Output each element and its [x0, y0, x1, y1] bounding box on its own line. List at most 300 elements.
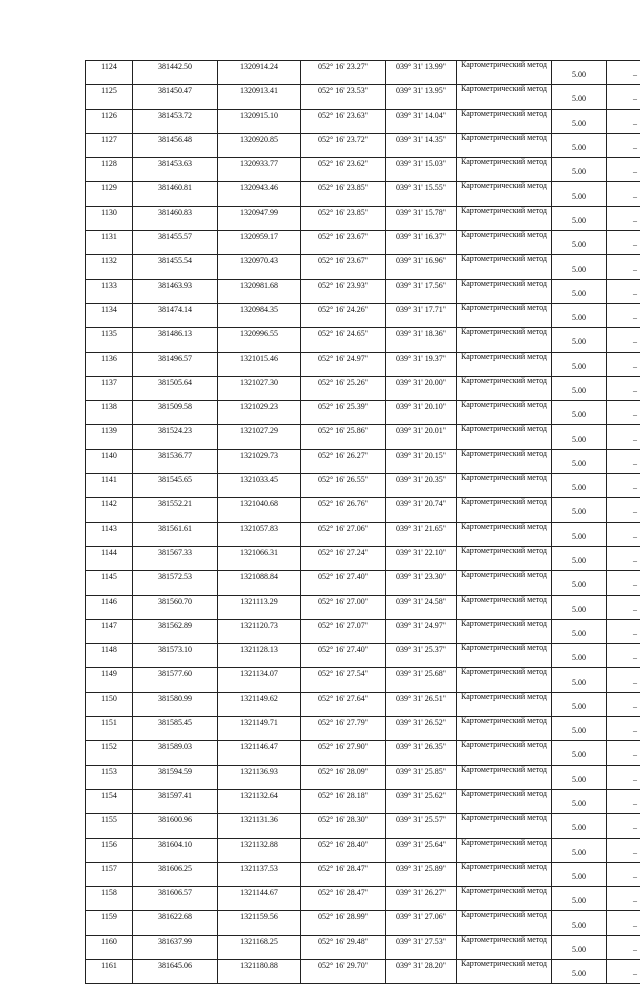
longitude-cell: 039° 31' 14.04" [386, 109, 457, 133]
method-cell: Картометрический метод [457, 279, 552, 303]
x-coordinate-cell: 381453.63 [133, 158, 218, 182]
y-coordinate-cell: 1320996.55 [218, 328, 301, 352]
y-coordinate-cell: 1320920.85 [218, 133, 301, 157]
precision-cell: 5.00 [552, 474, 607, 498]
method-cell: Картометрический метод [457, 692, 552, 716]
point-number-cell: 1128 [86, 158, 133, 182]
note-cell: – [607, 595, 640, 619]
note-cell: – [607, 328, 640, 352]
longitude-cell: 039° 31' 16.96" [386, 255, 457, 279]
x-coordinate-cell: 381597.41 [133, 789, 218, 813]
x-coordinate-cell: 381460.81 [133, 182, 218, 206]
point-number-cell: 1161 [86, 959, 133, 983]
precision-cell: 5.00 [552, 133, 607, 157]
method-cell: Картометрический метод [457, 668, 552, 692]
latitude-cell: 052° 16' 28.47" [301, 887, 386, 911]
point-number-cell: 1124 [86, 61, 133, 85]
x-coordinate-cell: 381524.23 [133, 425, 218, 449]
table-row [86, 692, 640, 716]
point-number-cell: 1139 [86, 425, 133, 449]
note-cell: – [607, 85, 640, 109]
y-coordinate-cell: 1320947.99 [218, 206, 301, 230]
latitude-cell: 052° 16' 28.40" [301, 838, 386, 862]
method-cell: Картометрический метод [457, 522, 552, 546]
method-cell: Картометрический метод [457, 255, 552, 279]
y-coordinate-cell: 1321132.64 [218, 789, 301, 813]
table-row [86, 498, 640, 522]
latitude-cell: 052° 16' 29.70" [301, 959, 386, 983]
precision-cell: 5.00 [552, 595, 607, 619]
longitude-cell: 039° 31' 26.35" [386, 741, 457, 765]
note-cell: – [607, 109, 640, 133]
note-cell: – [607, 449, 640, 473]
precision-cell: 5.00 [552, 158, 607, 182]
point-number-cell: 1133 [86, 279, 133, 303]
point-number-cell: 1158 [86, 887, 133, 911]
latitude-cell: 052° 16' 26.55" [301, 474, 386, 498]
table-row [86, 862, 640, 886]
method-cell: Картометрический метод [457, 619, 552, 643]
note-cell: – [607, 571, 640, 595]
method-cell: Картометрический метод [457, 935, 552, 959]
y-coordinate-cell: 1321149.62 [218, 692, 301, 716]
x-coordinate-cell: 381604.10 [133, 838, 218, 862]
method-cell: Картометрический метод [457, 838, 552, 862]
longitude-cell: 039° 31' 17.71" [386, 303, 457, 327]
note-cell: – [607, 255, 640, 279]
longitude-cell: 039° 31' 25.85" [386, 765, 457, 789]
method-cell: Картометрический метод [457, 741, 552, 765]
x-coordinate-cell: 381560.70 [133, 595, 218, 619]
y-coordinate-cell: 1321088.84 [218, 571, 301, 595]
coordinates-table [85, 60, 640, 984]
latitude-cell: 052° 16' 25.86" [301, 425, 386, 449]
note-cell: – [607, 401, 640, 425]
table-row [86, 182, 640, 206]
precision-cell: 5.00 [552, 935, 607, 959]
precision-cell: 5.00 [552, 61, 607, 85]
precision-cell: 5.00 [552, 571, 607, 595]
note-cell: – [607, 61, 640, 85]
latitude-cell: 052° 16' 26.27" [301, 449, 386, 473]
note-cell: – [607, 668, 640, 692]
longitude-cell: 039° 31' 26.51" [386, 692, 457, 716]
method-cell: Картометрический метод [457, 109, 552, 133]
table-row [86, 425, 640, 449]
note-cell: – [607, 619, 640, 643]
method-cell: Картометрический метод [457, 158, 552, 182]
table-row [86, 279, 640, 303]
note-cell: – [607, 935, 640, 959]
longitude-cell: 039° 31' 25.62" [386, 789, 457, 813]
latitude-cell: 052° 16' 27.40" [301, 644, 386, 668]
precision-cell: 5.00 [552, 425, 607, 449]
y-coordinate-cell: 1321015.46 [218, 352, 301, 376]
method-cell: Картометрический метод [457, 401, 552, 425]
y-coordinate-cell: 1321134.07 [218, 668, 301, 692]
table-row [86, 401, 640, 425]
table-row [86, 61, 640, 85]
y-coordinate-cell: 1320970.43 [218, 255, 301, 279]
table-row [86, 474, 640, 498]
note-cell: – [607, 862, 640, 886]
precision-cell: 5.00 [552, 376, 607, 400]
latitude-cell: 052° 16' 28.30" [301, 814, 386, 838]
table-row [86, 352, 640, 376]
y-coordinate-cell: 1320981.68 [218, 279, 301, 303]
method-cell: Картометрический метод [457, 959, 552, 983]
y-coordinate-cell: 1321144.67 [218, 887, 301, 911]
point-number-cell: 1159 [86, 911, 133, 935]
precision-cell: 5.00 [552, 668, 607, 692]
latitude-cell: 052° 16' 27.06" [301, 522, 386, 546]
point-number-cell: 1135 [86, 328, 133, 352]
table-row [86, 887, 640, 911]
longitude-cell: 039° 31' 23.30" [386, 571, 457, 595]
table-row [86, 303, 640, 327]
point-number-cell: 1130 [86, 206, 133, 230]
longitude-cell: 039° 31' 21.65" [386, 522, 457, 546]
note-cell: – [607, 522, 640, 546]
longitude-cell: 039° 31' 26.27" [386, 887, 457, 911]
method-cell: Картометрический метод [457, 571, 552, 595]
longitude-cell: 039° 31' 24.97" [386, 619, 457, 643]
latitude-cell: 052° 16' 28.99" [301, 911, 386, 935]
table-row [86, 376, 640, 400]
point-number-cell: 1125 [86, 85, 133, 109]
latitude-cell: 052° 16' 28.47" [301, 862, 386, 886]
precision-cell: 5.00 [552, 449, 607, 473]
latitude-cell: 052° 16' 23.67" [301, 255, 386, 279]
y-coordinate-cell: 1321159.56 [218, 911, 301, 935]
point-number-cell: 1160 [86, 935, 133, 959]
y-coordinate-cell: 1321136.93 [218, 765, 301, 789]
y-coordinate-cell: 1321027.29 [218, 425, 301, 449]
point-number-cell: 1148 [86, 644, 133, 668]
latitude-cell: 052° 16' 27.54" [301, 668, 386, 692]
x-coordinate-cell: 381580.99 [133, 692, 218, 716]
longitude-cell: 039° 31' 14.35" [386, 133, 457, 157]
y-coordinate-cell: 1321057.83 [218, 522, 301, 546]
point-number-cell: 1143 [86, 522, 133, 546]
y-coordinate-cell: 1321146.47 [218, 741, 301, 765]
table-row [86, 838, 640, 862]
latitude-cell: 052° 16' 23.85" [301, 182, 386, 206]
table-row [86, 789, 640, 813]
precision-cell: 5.00 [552, 279, 607, 303]
latitude-cell: 052° 16' 27.24" [301, 546, 386, 570]
note-cell: – [607, 838, 640, 862]
method-cell: Картометрический метод [457, 595, 552, 619]
note-cell: – [607, 814, 640, 838]
precision-cell: 5.00 [552, 717, 607, 741]
x-coordinate-cell: 381509.58 [133, 401, 218, 425]
table-row [86, 522, 640, 546]
point-number-cell: 1141 [86, 474, 133, 498]
note-cell: – [607, 887, 640, 911]
precision-cell: 5.00 [552, 838, 607, 862]
x-coordinate-cell: 381594.59 [133, 765, 218, 789]
note-cell: – [607, 911, 640, 935]
x-coordinate-cell: 381561.61 [133, 522, 218, 546]
longitude-cell: 039° 31' 25.57" [386, 814, 457, 838]
latitude-cell: 052° 16' 29.48" [301, 935, 386, 959]
x-coordinate-cell: 381463.93 [133, 279, 218, 303]
point-number-cell: 1154 [86, 789, 133, 813]
x-coordinate-cell: 381572.53 [133, 571, 218, 595]
table-row [86, 814, 640, 838]
latitude-cell: 052° 16' 26.76" [301, 498, 386, 522]
latitude-cell: 052° 16' 24.97" [301, 352, 386, 376]
x-coordinate-cell: 381573.10 [133, 644, 218, 668]
x-coordinate-cell: 381606.25 [133, 862, 218, 886]
longitude-cell: 039° 31' 19.37" [386, 352, 457, 376]
point-number-cell: 1145 [86, 571, 133, 595]
table-row [86, 85, 640, 109]
y-coordinate-cell: 1321120.73 [218, 619, 301, 643]
precision-cell: 5.00 [552, 741, 607, 765]
table-row [86, 133, 640, 157]
y-coordinate-cell: 1321149.71 [218, 717, 301, 741]
latitude-cell: 052° 16' 24.26" [301, 303, 386, 327]
method-cell: Картометрический метод [457, 862, 552, 886]
longitude-cell: 039° 31' 17.56" [386, 279, 457, 303]
y-coordinate-cell: 1320959.17 [218, 231, 301, 255]
method-cell: Картометрический метод [457, 814, 552, 838]
longitude-cell: 039° 31' 25.64" [386, 838, 457, 862]
table-row [86, 546, 640, 570]
x-coordinate-cell: 381637.99 [133, 935, 218, 959]
method-cell: Картометрический метод [457, 887, 552, 911]
method-cell: Картометрический метод [457, 498, 552, 522]
x-coordinate-cell: 381460.83 [133, 206, 218, 230]
point-number-cell: 1149 [86, 668, 133, 692]
x-coordinate-cell: 381450.47 [133, 85, 218, 109]
longitude-cell: 039° 31' 15.03" [386, 158, 457, 182]
longitude-cell: 039° 31' 20.01" [386, 425, 457, 449]
precision-cell: 5.00 [552, 692, 607, 716]
point-number-cell: 1157 [86, 862, 133, 886]
latitude-cell: 052° 16' 27.07" [301, 619, 386, 643]
point-number-cell: 1134 [86, 303, 133, 327]
latitude-cell: 052° 16' 23.53" [301, 85, 386, 109]
table-row [86, 935, 640, 959]
precision-cell: 5.00 [552, 498, 607, 522]
precision-cell: 5.00 [552, 255, 607, 279]
latitude-cell: 052° 16' 23.93" [301, 279, 386, 303]
method-cell: Картометрический метод [457, 765, 552, 789]
y-coordinate-cell: 1321027.30 [218, 376, 301, 400]
precision-cell: 5.00 [552, 328, 607, 352]
latitude-cell: 052° 16' 28.09" [301, 765, 386, 789]
y-coordinate-cell: 1320915.10 [218, 109, 301, 133]
note-cell: – [607, 231, 640, 255]
latitude-cell: 052° 16' 23.67" [301, 231, 386, 255]
note-cell: – [607, 741, 640, 765]
x-coordinate-cell: 381456.48 [133, 133, 218, 157]
point-number-cell: 1156 [86, 838, 133, 862]
method-cell: Картометрический метод [457, 717, 552, 741]
note-cell: – [607, 376, 640, 400]
precision-cell: 5.00 [552, 522, 607, 546]
latitude-cell: 052° 16' 24.65" [301, 328, 386, 352]
x-coordinate-cell: 381455.57 [133, 231, 218, 255]
latitude-cell: 052° 16' 27.64" [301, 692, 386, 716]
longitude-cell: 039° 31' 28.20" [386, 959, 457, 983]
longitude-cell: 039° 31' 25.89" [386, 862, 457, 886]
longitude-cell: 039° 31' 13.95" [386, 85, 457, 109]
note-cell: – [607, 425, 640, 449]
note-cell: – [607, 959, 640, 983]
precision-cell: 5.00 [552, 303, 607, 327]
precision-cell: 5.00 [552, 401, 607, 425]
method-cell: Картометрический метод [457, 425, 552, 449]
y-coordinate-cell: 1321128.13 [218, 644, 301, 668]
note-cell: – [607, 158, 640, 182]
x-coordinate-cell: 381585.45 [133, 717, 218, 741]
method-cell: Картометрический метод [457, 911, 552, 935]
precision-cell: 5.00 [552, 911, 607, 935]
longitude-cell: 039° 31' 25.37" [386, 644, 457, 668]
note-cell: – [607, 692, 640, 716]
longitude-cell: 039° 31' 26.52" [386, 717, 457, 741]
table-row [86, 911, 640, 935]
method-cell: Картометрический метод [457, 328, 552, 352]
x-coordinate-cell: 381622.68 [133, 911, 218, 935]
y-coordinate-cell: 1321131.36 [218, 814, 301, 838]
latitude-cell: 052° 16' 23.62" [301, 158, 386, 182]
method-cell: Картометрический метод [457, 376, 552, 400]
table-row [86, 741, 640, 765]
longitude-cell: 039° 31' 20.35" [386, 474, 457, 498]
x-coordinate-cell: 381606.57 [133, 887, 218, 911]
y-coordinate-cell: 1320943.46 [218, 182, 301, 206]
latitude-cell: 052° 16' 27.90" [301, 741, 386, 765]
precision-cell: 5.00 [552, 546, 607, 570]
method-cell: Картометрический метод [457, 789, 552, 813]
x-coordinate-cell: 381600.96 [133, 814, 218, 838]
x-coordinate-cell: 381455.54 [133, 255, 218, 279]
longitude-cell: 039° 31' 20.00" [386, 376, 457, 400]
table-row [86, 328, 640, 352]
latitude-cell: 052° 16' 27.79" [301, 717, 386, 741]
x-coordinate-cell: 381562.89 [133, 619, 218, 643]
point-number-cell: 1129 [86, 182, 133, 206]
y-coordinate-cell: 1321132.88 [218, 838, 301, 862]
longitude-cell: 039° 31' 24.58" [386, 595, 457, 619]
method-cell: Картометрический метод [457, 231, 552, 255]
y-coordinate-cell: 1321029.23 [218, 401, 301, 425]
x-coordinate-cell: 381552.21 [133, 498, 218, 522]
note-cell: – [607, 303, 640, 327]
precision-cell: 5.00 [552, 109, 607, 133]
point-number-cell: 1153 [86, 765, 133, 789]
note-cell: – [607, 789, 640, 813]
longitude-cell: 039° 31' 22.10" [386, 546, 457, 570]
table-row [86, 668, 640, 692]
longitude-cell: 039° 31' 27.53" [386, 935, 457, 959]
latitude-cell: 052° 16' 28.18" [301, 789, 386, 813]
longitude-cell: 039° 31' 27.06" [386, 911, 457, 935]
method-cell: Картометрический метод [457, 303, 552, 327]
x-coordinate-cell: 381645.06 [133, 959, 218, 983]
table-row [86, 765, 640, 789]
x-coordinate-cell: 381442.50 [133, 61, 218, 85]
table-row [86, 206, 640, 230]
point-number-cell: 1132 [86, 255, 133, 279]
y-coordinate-cell: 1321137.53 [218, 862, 301, 886]
note-cell: – [607, 206, 640, 230]
y-coordinate-cell: 1321180.88 [218, 959, 301, 983]
document-page [85, 60, 598, 984]
y-coordinate-cell: 1320984.35 [218, 303, 301, 327]
precision-cell: 5.00 [552, 862, 607, 886]
latitude-cell: 052° 16' 23.27" [301, 61, 386, 85]
note-cell: – [607, 717, 640, 741]
precision-cell: 5.00 [552, 206, 607, 230]
precision-cell: 5.00 [552, 231, 607, 255]
method-cell: Картометрический метод [457, 85, 552, 109]
x-coordinate-cell: 381567.33 [133, 546, 218, 570]
precision-cell: 5.00 [552, 814, 607, 838]
latitude-cell: 052° 16' 23.85" [301, 206, 386, 230]
latitude-cell: 052° 16' 25.26" [301, 376, 386, 400]
latitude-cell: 052° 16' 23.63" [301, 109, 386, 133]
longitude-cell: 039° 31' 18.36" [386, 328, 457, 352]
note-cell: – [607, 498, 640, 522]
point-number-cell: 1140 [86, 449, 133, 473]
precision-cell: 5.00 [552, 619, 607, 643]
table-row [86, 619, 640, 643]
table-row [86, 449, 640, 473]
point-number-cell: 1151 [86, 717, 133, 741]
note-cell: – [607, 182, 640, 206]
point-number-cell: 1155 [86, 814, 133, 838]
table-row [86, 255, 640, 279]
longitude-cell: 039° 31' 16.37" [386, 231, 457, 255]
x-coordinate-cell: 381496.57 [133, 352, 218, 376]
method-cell: Картометрический метод [457, 206, 552, 230]
method-cell: Картометрический метод [457, 182, 552, 206]
point-number-cell: 1138 [86, 401, 133, 425]
y-coordinate-cell: 1321113.29 [218, 595, 301, 619]
longitude-cell: 039° 31' 13.99" [386, 61, 457, 85]
point-number-cell: 1144 [86, 546, 133, 570]
note-cell: – [607, 474, 640, 498]
note-cell: – [607, 133, 640, 157]
longitude-cell: 039° 31' 20.74" [386, 498, 457, 522]
table-body [86, 61, 640, 984]
precision-cell: 5.00 [552, 644, 607, 668]
precision-cell: 5.00 [552, 85, 607, 109]
note-cell: – [607, 546, 640, 570]
point-number-cell: 1136 [86, 352, 133, 376]
table-row [86, 109, 640, 133]
y-coordinate-cell: 1320913.41 [218, 85, 301, 109]
longitude-cell: 039° 31' 25.68" [386, 668, 457, 692]
latitude-cell: 052° 16' 27.00" [301, 595, 386, 619]
table-row [86, 644, 640, 668]
y-coordinate-cell: 1321066.31 [218, 546, 301, 570]
x-coordinate-cell: 381577.60 [133, 668, 218, 692]
table-row [86, 959, 640, 983]
point-number-cell: 1147 [86, 619, 133, 643]
note-cell: – [607, 765, 640, 789]
latitude-cell: 052° 16' 25.39" [301, 401, 386, 425]
longitude-cell: 039° 31' 15.78" [386, 206, 457, 230]
point-number-cell: 1126 [86, 109, 133, 133]
latitude-cell: 052° 16' 27.40" [301, 571, 386, 595]
